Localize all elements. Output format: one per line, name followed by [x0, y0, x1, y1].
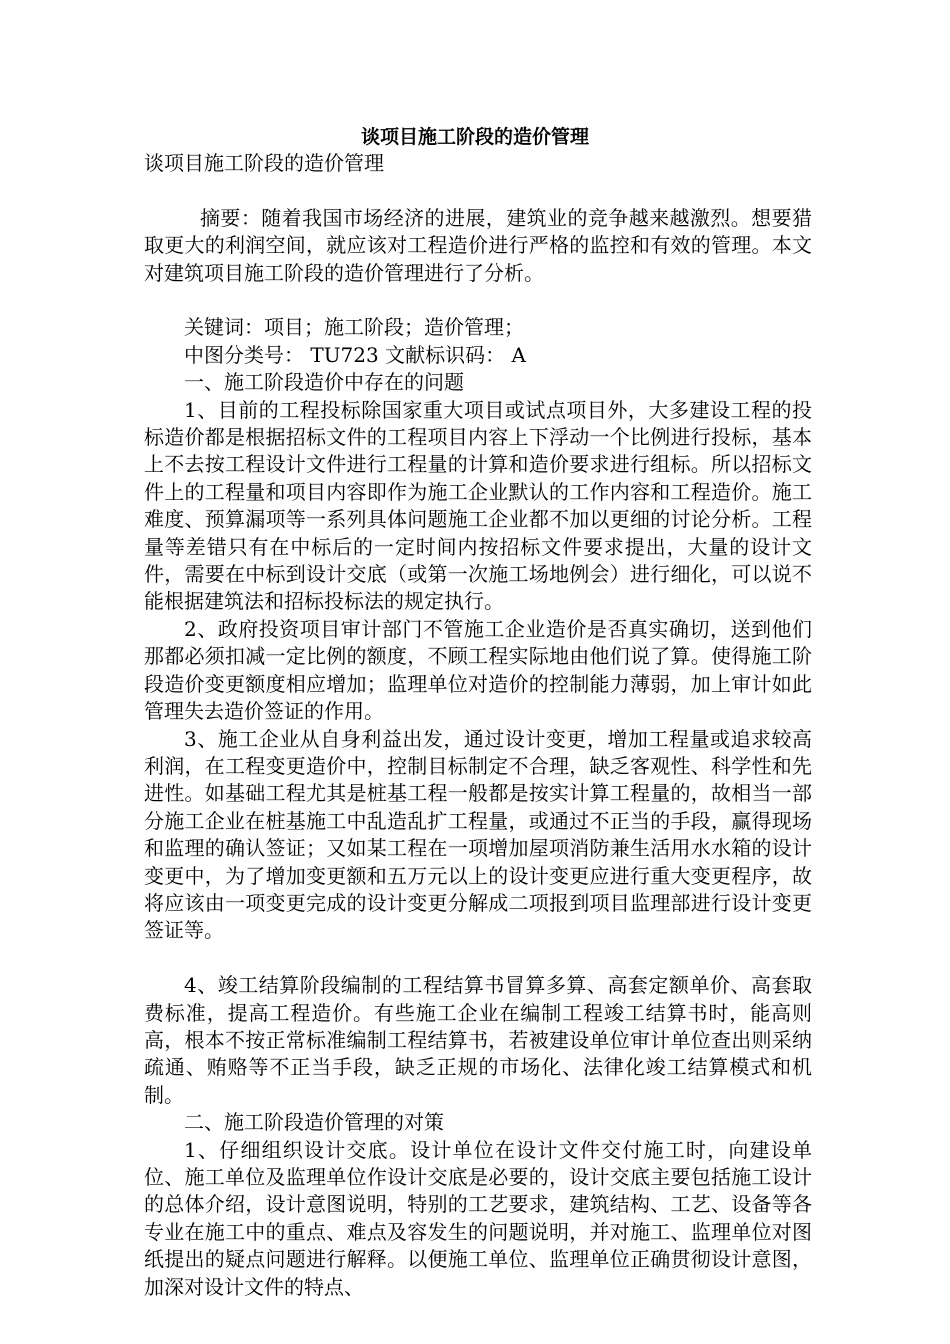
spacer [144, 177, 812, 204]
paragraph: 4、竣工结算阶段编制的工程结算书冒算多算、高套定额单价、高套取费标准，提高工程造价。有些施工企业在编制工程竣工结算书时，能高则高，根本不按正常标准编制工程结算书，若被建设单位审计单位查出则采纳疏通、贿赂等不正当手段，缺乏正规的市场化、法律化竣工结算模式和机制。 [144, 973, 812, 1107]
document-title: 谈项目施工阶段的造价管理 [360, 126, 589, 148]
spacer [144, 945, 812, 972]
paragraph: 2、政府投资项目审计部门不管施工企业造价是否真实确切，送到他们那都必须扣减一定比例的额度，不顾工程实际地由他们说了算。使得施工阶段造价变更额度相应增加；监理单位对造价的控制能力薄弱，加上审计如此管理失去造价签证的作用。 [144, 616, 812, 724]
paragraph: 1、目前的工程投标除国家重大项目或试点项目外，大多建设工程的投标造价都是根据招标文件的工程项目内容上下浮动一个比例进行投标，基本上不去按工程设计文件进行工程量的计算和造价要求进行组标。所以招标文件上的工程量和项目内容即作为施工企业默认的工作内容和工程造价。施工难度、预算漏项等一系列具体问题施工企业都不加以更细的讨论分析。工程量等差错只有在中标后的一定时间内按招标文件要求提出，大量的设计文件，需要在中标到设计交底（或第一次施工场地例会）进行细化，可以说不能根据建筑法和招标投标法的规定执行。 [144, 397, 812, 614]
document-subtitle: 谈项目施工阶段的造价管理 [144, 151, 384, 175]
section-heading-2: 二、施工阶段造价管理的对策 [184, 1110, 444, 1135]
classification-line: 中图分类号： TU723 文献标识码： A [184, 342, 526, 367]
paragraph: 3、施工企业从自身利益出发，通过设计变更，增加工程量或追求较高利润，在工程变更造价中，控制目标制定不合理，缺乏客观性、科学性和先进性。如基础工程尤其是桩基工程一般都是按实计算工程量的，故相当一部分施工企业在桩基施工中乱造乱扩工程量，或通过不正当的手段，赢得现场和监理的确认签证；又如某工程在一项增加屋项消防兼生活用水水箱的设计变更中，为了增加变更额和五万元以上的设计变更应进行重大变更程序，故将应该由一项变更完成的设计变更分解成二项报到项目监理部进行设计变更签证等。 [144, 726, 812, 943]
spacer [144, 287, 812, 314]
paragraph: 1、仔细组织设计交底。设计单位在设计文件交付施工时，向建设单位、施工单位及监理单位作设计交底是必要的，设计交底主要包括施工设计的总体介绍，设计意图说明，特别的工艺要求，建筑结构、工艺、设备等各专业在施工中的重点、难点及容发生的问题说明，并对施工、监理单位对图纸提出的疑点问题进行解释。以便施工单位、监理单位正确贯彻设计意图，加深对设计文件的特点、 [144, 1137, 812, 1299]
keywords-line: 关键词：项目；施工阶段；造价管理； [184, 315, 524, 340]
abstract-paragraph: 摘要：随着我国市场经济的进展，建筑业的竞争越来越激烈。想要猎取更大的利润空间，就应该对工程造价进行严格的监控和有效的管理。本文对建筑项目施工阶段的造价管理进行了分析。 [144, 205, 812, 285]
document-body [144, 150, 812, 1301]
section-heading-1: 一、施工阶段造价中存在的问题 [184, 370, 464, 395]
